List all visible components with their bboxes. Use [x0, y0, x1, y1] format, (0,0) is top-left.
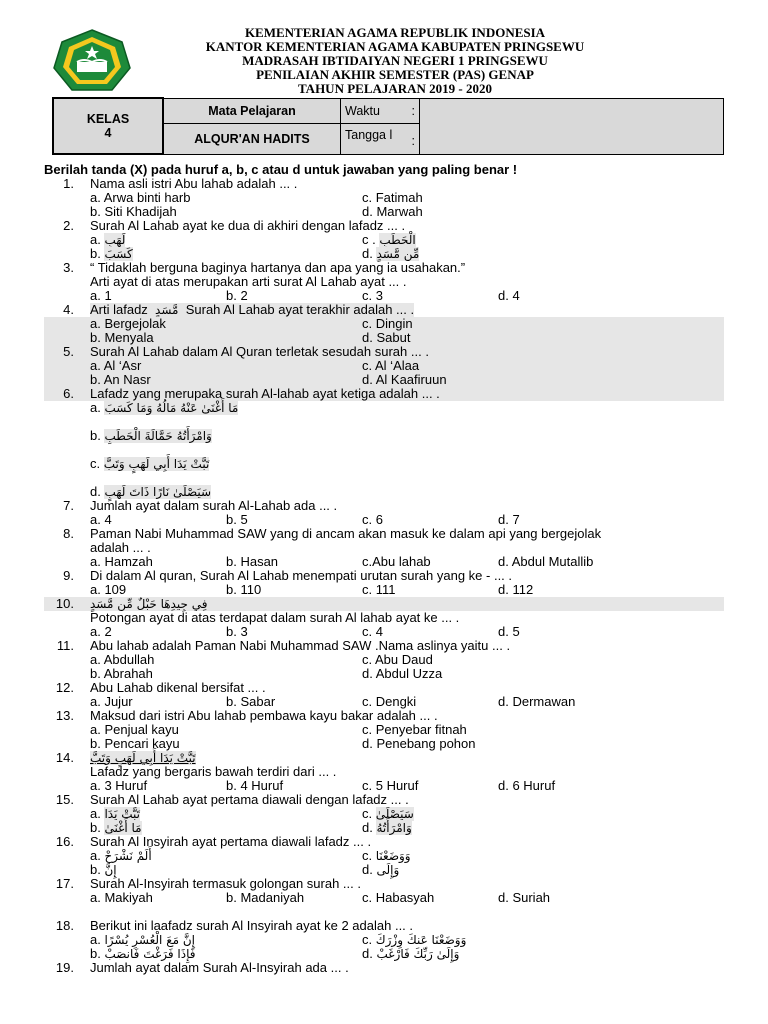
question-number: 12. — [55, 680, 74, 695]
question-13 — [44, 709, 724, 723]
option-a: a. Al ‘Asr — [90, 358, 142, 373]
option-b-arabic: مَا أَغْنَىٰ — [104, 821, 142, 835]
options-row — [44, 849, 724, 863]
option-b-arabic: وَامْرَأَتُهُ حَمَّالَةَ الْحَطَبِ — [104, 429, 212, 443]
question-4 — [44, 303, 724, 317]
question-number: 3. — [63, 260, 74, 275]
option-b: b. Siti Khadijah — [90, 204, 177, 219]
question-15 — [44, 793, 724, 807]
option-b: b. — [90, 428, 101, 443]
question-number: 18. — [55, 918, 74, 933]
option-c-arabic: الْحَطَبِ — [379, 233, 416, 247]
option-d: d. Al Kaafiruun — [362, 372, 447, 387]
option-d: d. 7 — [498, 512, 520, 527]
question-5 — [44, 345, 724, 359]
question-3 — [44, 261, 724, 275]
option-b: b. Madaniyah — [226, 890, 305, 905]
option-c: c. 6 — [362, 512, 383, 527]
option-c: c. — [362, 932, 373, 947]
option-d: d. — [362, 820, 373, 835]
question-9 — [44, 569, 724, 583]
option-a-arabic: مَا أَغْنَىٰ عَنْهُ مَالُهُ وَمَا كَسَبَ — [104, 401, 239, 415]
option-d: d. Abdul Mutallib — [498, 554, 594, 569]
question-text-2: adalah ... . — [90, 540, 151, 555]
option-c: c. 4 — [362, 624, 383, 639]
question-text: Maksud dari istri Abu lahab pembawa kayu bakar adalah ... . — [90, 708, 438, 723]
option-b: b. 2 — [226, 288, 248, 303]
option-c: c. Fatimah — [362, 190, 423, 205]
option-a: a. — [90, 400, 101, 415]
option-d: d. — [90, 484, 101, 499]
option-c: c. 5 Huruf — [362, 778, 419, 793]
option-b-arabic: فَإِذَا فَرَغْتَ فَانصَبْ — [104, 947, 196, 961]
option-d: d. Abdul Uzza — [362, 666, 443, 681]
option-a-arabic: تَبَّتْ يَدَا — [104, 807, 140, 821]
option-c: c. Abu Daud — [362, 652, 433, 667]
option-a: a. Makiyah — [90, 890, 153, 905]
option-c: c. Al ‘Alaa — [362, 358, 420, 373]
option-a: a. 2 — [90, 624, 112, 639]
option-c: c. Dengki — [362, 694, 417, 709]
question-arabic: فِي جِيدِهَا حَبْلٌ مِّن مَّسَدٍ — [90, 597, 208, 611]
option-d: d. — [362, 862, 373, 877]
option-a: a. Penjual kayu — [90, 722, 179, 737]
option-b: b. Pencari kayu — [90, 736, 180, 751]
options-row — [44, 205, 724, 219]
question-text-2: Potongan ayat di atas terdapat dalam surah Al lahab ayat ke ... . — [90, 610, 460, 625]
option-d: d. 6 Huruf — [498, 778, 556, 793]
options-row — [44, 583, 724, 597]
options-row — [44, 513, 724, 527]
question-number: 11. — [56, 638, 74, 653]
question-text-2: Arti ayat di atas merupakan arti surat Al Lahab ayat ... . — [90, 274, 407, 289]
question-11 — [44, 639, 724, 653]
option-a: a. 3 Huruf — [90, 778, 148, 793]
option-c: c. 111 — [362, 582, 396, 597]
options-row — [44, 233, 724, 247]
question-number: 1. — [63, 176, 74, 191]
question-number: 15. — [55, 792, 74, 807]
subject-label: Mata Pelajaran — [163, 98, 341, 123]
option-a: a. Bergejolak — [90, 316, 166, 331]
date-label: Tangga l — [345, 128, 393, 142]
option-b-arabic: كَسَبَ — [104, 247, 133, 261]
option-b: b. 4 Huruf — [226, 778, 284, 793]
question-16 — [44, 835, 724, 849]
option-c-arabic: وَوَضَعْنَا عَنكَ وِزْرَكَ — [375, 933, 467, 947]
option-d: d. Penebang pohon — [362, 736, 476, 751]
option-a-arabic: إِنَّ مَعَ الْعُسْرِ يُسْرًا — [104, 933, 195, 947]
question-19 — [44, 961, 724, 975]
header-line-4: PENILAIAN AKHIR SEMESTER (PAS) GENAP — [256, 67, 534, 82]
question-number: 8. — [63, 526, 74, 541]
question-arabic: مَّسَدٍ — [155, 303, 179, 317]
option-d: d. Sabut — [362, 330, 411, 345]
option-c: c. — [362, 848, 373, 863]
class-label: KELAS — [86, 112, 130, 126]
option-d-arabic: وَإِلَىٰ رَبِّكَ فَارْغَبْ — [376, 947, 460, 961]
options-row — [44, 863, 724, 877]
options-row — [44, 373, 724, 387]
option-a: a. — [90, 848, 101, 863]
options-row — [44, 821, 724, 835]
question-7 — [44, 499, 724, 513]
option-c: c . — [362, 232, 376, 247]
date-label-cell — [341, 123, 420, 154]
question-text: Lafadz yang merupaka surah Al-lahab ayat ketiga adalah ... . — [90, 386, 440, 401]
question-text: Arti lafadz — [90, 302, 148, 317]
option-a-arabic: أَلَمْ نَشْرَحْ — [104, 849, 152, 863]
school-header — [140, 26, 650, 96]
options-row — [44, 891, 724, 905]
question-12 — [44, 681, 724, 695]
options-row — [44, 485, 724, 499]
question-arabic: تَبَّتْ يَدَا أَبِي لَهَبٍ وَتَبَّ — [90, 751, 196, 765]
options-row — [44, 247, 724, 261]
option-d: d. Marwah — [362, 204, 423, 219]
question-number: 9. — [63, 568, 74, 583]
option-c: c. Penyebar fitnah — [362, 722, 467, 737]
question-text-2: Surah Al Lahab ayat terakhir adalah ... . — [185, 302, 415, 317]
options-row — [44, 933, 724, 947]
question-text: Nama asli istri Abu lahab adalah ... . — [90, 176, 298, 191]
option-d: d. Dermawan — [498, 694, 576, 709]
option-a: a. 109 — [90, 582, 127, 597]
exam-info-table — [52, 97, 724, 155]
question-18 — [44, 919, 724, 933]
header-line-2: KANTOR KEMENTERIAN AGAMA KABUPATEN PRINGSEWU — [205, 39, 585, 54]
option-b: b. — [90, 946, 101, 961]
option-c: c. — [362, 806, 373, 821]
ministry-of-religion-logo — [52, 28, 132, 94]
question-number: 16. — [55, 834, 74, 849]
option-d-arabic: سَيَصْلَىٰ نَارًا ذَاتَ لَهَبٍ — [104, 485, 212, 499]
option-c: c. Dingin — [362, 316, 413, 331]
option-d: d. 112 — [498, 582, 534, 597]
subject-value: ALQUR'AN HADITS — [163, 123, 341, 154]
question-text-2: Lafadz yang bergaris bawah terdiri dari ... . — [90, 764, 337, 779]
question-text: Surah Al Lahab ayat pertama diawali dengan lafadz ... . — [90, 792, 409, 807]
options-row — [44, 653, 724, 667]
options-row — [44, 695, 724, 709]
option-b: b. — [90, 820, 101, 835]
question-text: Paman Nabi Muhammad SAW yang di ancam akan masuk ke dalam api yang bergejolak — [90, 526, 602, 541]
question-number: 2. — [63, 218, 74, 233]
option-a: a. — [90, 806, 101, 821]
options-row — [44, 723, 724, 737]
option-a: a. Abdullah — [90, 652, 155, 667]
option-a: a. 4 — [90, 512, 112, 527]
options-row — [44, 401, 724, 415]
question-text: “ Tidaklah berguna baginya hartanya dan apa yang ia usahakan.” — [90, 260, 466, 275]
options-row — [44, 331, 724, 345]
option-a: a. Jujur — [90, 694, 133, 709]
question-number: 5. — [63, 344, 74, 359]
options-row — [44, 555, 724, 569]
option-c: c. — [90, 456, 101, 471]
option-b: b. An Nasr — [90, 372, 151, 387]
option-c: c. Habasyah — [362, 890, 435, 905]
option-a: a. 1 — [90, 288, 112, 303]
options-row — [44, 667, 724, 681]
question-6 — [44, 387, 724, 401]
question-text: Jumlah ayat dalam Surah Al-Insyirah ada ... . — [90, 960, 349, 975]
options-row — [44, 737, 724, 751]
question-2 — [44, 219, 724, 233]
info-blank-cell — [420, 98, 724, 154]
option-c: c. 3 — [362, 288, 383, 303]
option-b: b. 3 — [226, 624, 248, 639]
question-number: 17. — [55, 876, 74, 891]
header-line-1: KEMENTERIAN AGAMA REPUBLIK INDONESIA — [244, 25, 546, 40]
option-a: a. — [90, 932, 101, 947]
option-a-arabic: لَهَبٍ — [104, 233, 126, 247]
question-number: 14. — [55, 750, 74, 765]
options-row — [44, 457, 724, 471]
option-d: d. Suriah — [498, 890, 551, 905]
question-list — [44, 163, 724, 975]
option-c-arabic: تَبَّتْ يَدَا أَبِي لَهَبٍ وَتَبَّ — [103, 457, 210, 471]
option-b: b. 110 — [226, 582, 262, 597]
question-number: 13. — [55, 708, 74, 723]
options-row — [44, 625, 724, 639]
question-number: 7. — [63, 498, 74, 513]
option-b: b. Hasan — [226, 554, 279, 569]
option-b: b. Abrahah — [90, 666, 153, 681]
option-c-arabic: سَيَصْلَىٰ — [375, 807, 414, 821]
option-d-arabic: وَإِلَى — [376, 863, 400, 877]
time-label: Waktu — [345, 103, 380, 118]
class-value: 4 — [104, 126, 112, 140]
option-d-arabic: مِّن مَّسَدٍ — [376, 247, 420, 261]
options-row — [44, 289, 724, 303]
date-colon: : — [411, 134, 415, 148]
question-text: Surah Al-Insyirah termasuk golongan surah ... . — [90, 876, 361, 891]
question-text: Abu lahab adalah Paman Nabi Muhammad SAW .Nama aslinya yaitu ... . — [90, 638, 511, 653]
options-row — [44, 191, 724, 205]
options-row — [44, 317, 724, 331]
option-a: a. Arwa binti harb — [90, 190, 191, 205]
instruction: Berilah tanda (X) pada huruf a, b, c atau d untuk jawaban yang paling benar ! — [44, 162, 518, 177]
option-d-arabic: وَامْرَأَتُهُ — [376, 821, 412, 835]
option-b: b. Menyala — [90, 330, 154, 345]
options-row — [44, 947, 724, 961]
option-d: d. 4 — [498, 288, 520, 303]
question-text: Surah Al Lahab dalam Al Quran terletak sesudah surah ... . — [90, 344, 429, 359]
option-d: d. — [362, 246, 373, 261]
option-d: d. — [362, 946, 373, 961]
question-text: Abu Lahab dikenal bersifat ... . — [90, 680, 266, 695]
options-row — [44, 429, 724, 443]
option-c: c.Abu lahab — [362, 554, 431, 569]
header-line-5: TAHUN PELAJARAN 2019 - 2020 — [297, 81, 493, 96]
question-10 — [44, 597, 724, 611]
option-b-arabic: إِنَّ — [104, 863, 117, 877]
option-b: b. — [90, 862, 101, 877]
question-8 — [44, 527, 724, 541]
question-text: Di dalam Al quran, Surah Al Lahab menempati urutan surah yang ke - ... . — [90, 568, 513, 583]
question-text: Surah Al Lahab ayat ke dua di akhiri dengan lafadz ... . — [90, 218, 406, 233]
question-1 — [44, 177, 724, 191]
option-b: b. 5 — [226, 512, 248, 527]
time-label-cell — [341, 98, 420, 123]
question-number: 10. — [55, 596, 74, 611]
options-row — [44, 359, 724, 373]
option-b: b. — [90, 246, 101, 261]
option-d: d. 5 — [498, 624, 520, 639]
question-number: 4. — [63, 302, 74, 317]
question-text: Surah Al Insyirah ayat pertama diawali lafadz ... . — [90, 834, 372, 849]
class-cell — [53, 98, 163, 154]
options-row — [44, 807, 724, 821]
time-colon: : — [411, 103, 415, 118]
question-14 — [44, 751, 724, 765]
question-number: 19. — [55, 960, 74, 975]
option-a: a. — [90, 232, 101, 247]
question-number: 6. — [63, 386, 74, 401]
options-row — [44, 779, 724, 793]
option-a: a. Hamzah — [90, 554, 153, 569]
question-17 — [44, 877, 724, 891]
option-c-arabic: وَوَضَعْنَا — [375, 849, 411, 863]
question-text: Jumlah ayat dalam surah Al-Lahab ada ... . — [90, 498, 338, 513]
header-line-3: MADRASAH IBTIDAIYAN NEGERI 1 PRINGSEWU — [242, 53, 548, 68]
question-text: Berikut ini laafadz surah Al Insyirah ayat ke 2 adalah ... . — [90, 918, 414, 933]
option-b: b. Sabar — [226, 694, 276, 709]
